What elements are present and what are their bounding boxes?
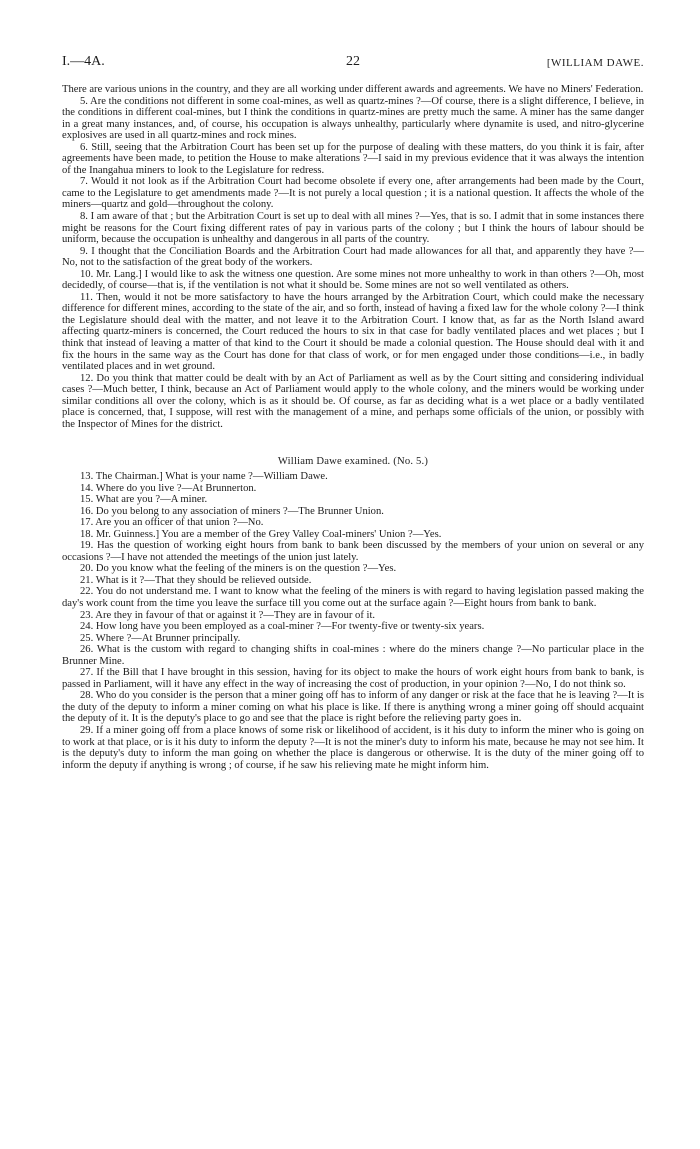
question-answer-23: 23. Are they in favour of that or against it ?—They are in favour of it. bbox=[80, 609, 376, 621]
witness-section-heading: William Dawe examined. (No. 5.) bbox=[277, 456, 429, 468]
question-answer-29: 29. If a miner going off from a place knows of some risk or likelihood of accident, is it his duty to inform the miner who is going on to work at that place, or is it his duty to inform the deputy ?—It is not the miner's duty to inform his mate, because he may not see him. It is the deputy's duty to inform the man going on whether the place is dangerous or otherwise. It is the duty of the miner going off to inform the deputy if anything is wrong ; of course, if he saw his relieving mate he might inform him. bbox=[62, 724, 644, 771]
question-answer-25: 25. Where ?—At Brunner principally. bbox=[80, 632, 241, 644]
question-answer-22: 22. You do not understand me. I want to know what the feeling of the miners is with regard to having legislation passed making the day's work count from the time you leave the surface till you come out at the surface again ?—Eight hours from bank to bank. bbox=[62, 586, 644, 609]
question-answer-18: 18. Mr. Guinness.] You are a member of the Grey Valley Coal-miners' Union ?—Yes. bbox=[80, 528, 442, 540]
question-answer-16: 16. Do you belong to any association of miners ?—The Brunner Union. bbox=[80, 505, 384, 517]
question-answer-13: 13. The Chairman.] What is your name ?—William Dawe. bbox=[80, 470, 328, 482]
question-answer-5: 5. Are the conditions not different in some coal-mines, as well as quartz-mines ?—Of course, there is a slight difference, I believe, in the conditions in different coal-mines, but I think the conditions in quartz-mines are pretty much the same. A miner has the same danger in a great many instances, and, of course, his occupation is always unhealthy, particularly where dynamite is used, and nitro-glycerine explosives are used in all quartz-mines and rock mines. bbox=[62, 95, 644, 142]
question-answer-15: 15. What are you ?—A miner. bbox=[80, 494, 208, 506]
question-answer-20: 20. Do you know what the feeling of the miners is on the question ?—Yes. bbox=[80, 563, 397, 575]
question-answer-9: 9. I thought that the Conciliation Boards and the Arbitration Court had made allowances for all that, and apparently they have ?—No, not to the satisfaction of the great body of the workers. bbox=[62, 245, 644, 269]
question-answer-26: 26. What is the custom with regard to changing shifts in coal-mines : where do the miners change ?—No particular place in the Brunner Mine. bbox=[62, 644, 644, 667]
page-number: 22 bbox=[346, 54, 360, 69]
question-answer-11: 11. Then, would it not be more satisfactory to have the hours arranged by the Arbitration Court, which could make the necessary difference for different mines, according to the state of the air, and so forth, instead of having a fixed law for the whole colony ?—I think the Legislature should deal with the matter, and not leave it to the Arbitration Court. I know that, as far as the North Island award affecting quartz-miners is concerned, the Court reduced the hours to six in that case for badly ventilated places and wet places ; but I think that instead of leaving a matter of that kind to the Court it should be made a colonial question. The House should deal with it and fix the hours in the same way as the Court has done for that class of work, or for men engaged under those conditions—i.e., in badly ventilated places and in wet ground. bbox=[62, 291, 644, 373]
question-answer-8: 8. I am aware of that ; but the Arbitration Court is set up to deal with all mines ?—Yes, that is so. I admit that in some instances there might be reasons for the Court fixing different rates of pay in various parts of the colony ; but I think the hours of labour should be uniform, because the occupation is unhealthy and dangerous in all parts of the country. bbox=[62, 211, 644, 246]
question-answer-6: 6. Still, seeing that the Arbitration Court has been set up for the purpose of dealing with these matters, do you think it is fair, after agreements have been made, to petition the House to make alterations ?—I said in my previous evidence that it was always the intention of the Inangahua miners to look to the Legislature for redress. bbox=[62, 141, 644, 176]
paper-reference: I.—4A. bbox=[62, 54, 105, 69]
running-head bbox=[62, 54, 644, 70]
question-answer-12: 12. Do you think that matter could be dealt with by an Act of Parliament as well as by the Court sitting and considering individual cases ?—Much better, I think, because an Act of Parliament would apply to the whole colony, and the miners would be working under similar conditions all over the colony, which is as it should be. Of course, as far as deciding what is a wet place or a badly ventilated place is concerned, that, I suppose, will rest with the management of a mine, and perhaps some officials of the union, or possibly with the Inspector of Mines for the district. bbox=[62, 372, 644, 430]
question-answer-21: 21. What is it ?—That they should be relieved outside. bbox=[80, 574, 312, 586]
question-answer-24: 24. How long have you been employed as a coal-miner ?—For twenty-five or twenty-six years. bbox=[80, 621, 485, 633]
question-answer-28: 28. Who do you consider is the person that a miner going off has to inform of any danger or risk at the face that he is leaving ?—It is the duty of the deputy to inform a miner coming on what his place is like. If there is anything wrong a miner going off should acquaint the deputy of it. It is the deputy's place to go and see that the place is right before the relieving party goes in. bbox=[62, 690, 644, 725]
question-answer-7: 7. Would it not look as if the Arbitration Court had become obsolete if every one, after arrangements had been made by the Court, came to the Legislature to get amendments made ?—It is not purely a local question ; it is a national question. It affects the whole of the miners—quartz and gold—throughout the colony. bbox=[62, 176, 644, 211]
paragraph-continuation: There are various unions in the country, and they are all working under different awards and agreements. We have no Miners' Federation. bbox=[62, 84, 644, 95]
question-answer-19: 19. Has the question of working eight hours from bank to bank been discussed by the members of your union on several or any occasions ?—I have not attended the meetings of the union just lately. bbox=[62, 540, 644, 563]
question-answer-10: 10. Mr. Lang.] I would like to ask the witness one question. Are some mines not more unhealthy to work in than others ?—Oh, most decidedly, of course—that is, if the ventilation is not what it should be. Some mines are not so well ventilated as others. bbox=[62, 268, 644, 292]
question-answer-27: 27. If the Bill that I have brought in this session, having for its object to make the hours of work eight hours from bank to bank, is passed in Parliament, will it have any effect in the way of increasing the cost of production, in your opinion ?—No, I do not think so. bbox=[62, 667, 644, 690]
question-answer-17: 17. Are you an officer of that union ?—No. bbox=[80, 517, 264, 529]
question-answer-14: 14. Where do you live ?—At Brunnerton. bbox=[80, 482, 257, 494]
witness-name-header: [WILLIAM DAWE. bbox=[546, 57, 644, 69]
document-body bbox=[62, 84, 644, 771]
